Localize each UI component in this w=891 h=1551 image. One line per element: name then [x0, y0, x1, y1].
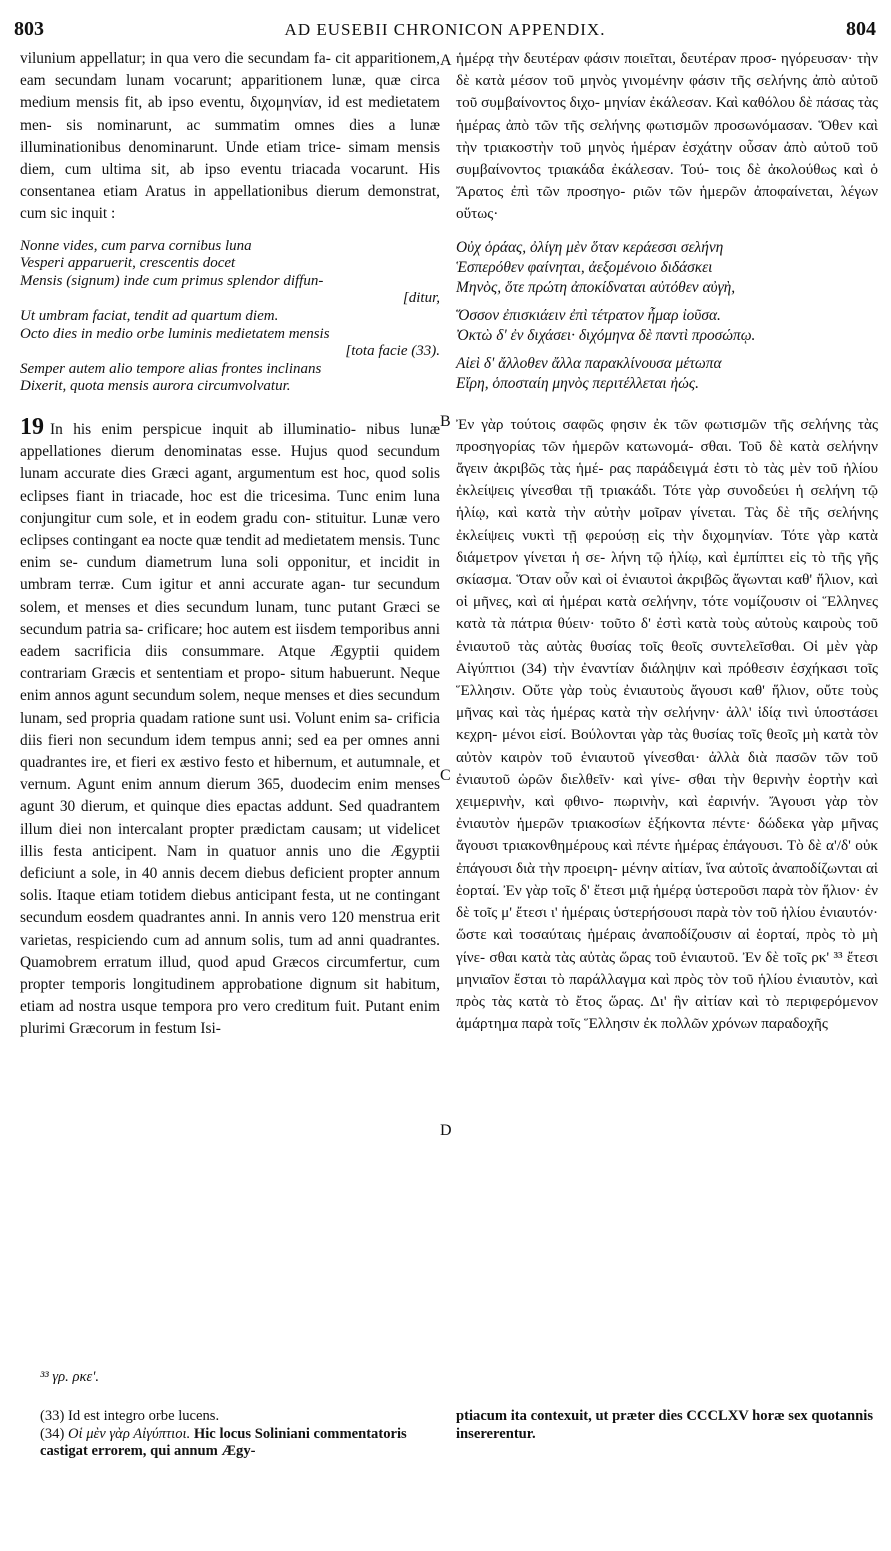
margin-letter-b: B — [440, 413, 451, 430]
greek-poem-line: Ὀκτὼ δ' ἐν διχάσει· διχόμηνα δὲ παντὶ προσώπῳ. — [456, 326, 756, 344]
latin-poem-line: Dixerit, quota mensis aurora circumvolvatur. — [20, 378, 291, 395]
latin-paragraph-1: vilunium appellatur; in qua vero die secundam fa- cit apparitionem, eam secundam lunam vocarunt; apparitionem lunæ, quæ circa medium mensis fit, ab ipso eventu, διχομηνίαν, id est medietatem men- sis nominarunt, ac summatim omnes dies a lunæ illuminationibus denominarunt. Unde etiam trice- simam mensis diem, cum ultima sit, ab ipso eventu triacada vocarunt. His consentanea etiam Aratus in appellationibus dierum demonstrat, cum sic inquit : — [20, 50, 440, 223]
footnotes-left — [40, 1408, 445, 1461]
latin-poem-line: Ut umbram faciat, tendit ad quartum diem. — [20, 308, 279, 324]
footnote-34-greek: Οἱ μὲν γὰρ Αἰγύπτιοι. — [67, 1425, 191, 1442]
greek-column — [456, 48, 878, 1035]
footnote-34 — [40, 1426, 445, 1461]
greek-poem-line: Μηνὸς, ὅτε πρώτη ἀποκίδναται αὐτόθεν αὐγὴ, — [456, 278, 736, 296]
greek-poem — [456, 238, 878, 394]
greek-poem-line: Ἑσπερόθεν φαίνηται, ἀεξομένοιο διδάσκει — [456, 258, 713, 276]
latin-paragraph-2-text: In his enim perspicue inquit ab illuminatio- nibus lunæ appellationes dierum denominatas esse. Hujus quod secundum lunam accurate dies Græci agant, argumentum est hoc, quod solis eclipses fiant in triacade, hoc est die tricesima. Tunc enim luna conjungitur cum sole, et in eodem gradu con- stituitur. Lunæ vero eclipses contingant ea nocte quæ tendit ad medietatem mensis. Tunc enim se- cundum diametrum luna soli opponitur, et incidit in umbram terræ. Cum igitur et anni accurate agan- tur secundum solem, et menses et dies secundum lunam, tunc putant Græci se secundum patria sa- crificare; hoc autem est iisdem temporibus anni eadem sacrificia diis consummare. Atque Ægyptii quidem contrariam Græcis et sententiam et propo- situm habuerunt. Neque enim annos agunt secundum solem, neque menses et dies secundum lunam, sed propria quadam ratione sunt usi. Volunt enim sa- crificia diis fieri non secundum idem tempus anni; sed ea per omnes anni quadrantes ire, et fieri ex æstivo festo et hibernum, et autumnale, et vernum. Agunt enim annum dierum 365, duodecim enim menses agunt 30 dierum, et quinque dies epactas addunt. Sed quadrantem illum diei non intercalant propter prædictam causam; ut videlicet illis festa anticipent. Nam in quatuor annis uno die Ægyptii deficiunt a sole, in 40 annis decem diebus deficient propter annum solis. Itaque etiam totidem diebus anticipant festa, ut ne contingant secundum eosdem quadrantes anni. In annis vero 120 menstrua erit varietas, respiciendo cum ad annum solis, tum ad anni quadrantes. Quamobrem erratum illud, quod apud Græcos circumfertur, cum propter temporis longitudinem approbatione dignum sit habitum, etiam ad nostra usque tempora pro vero creditum fuit. Putant enim plurimi Græcorum in festum Isi- — [20, 420, 440, 1038]
greek-poem-line: Ὅσσον ἐπισκιάειν ἐπὶ τέτρατον ἦμαρ ἰοῦσα. — [456, 306, 721, 324]
page-number-right: 804 — [846, 18, 876, 40]
latin-poem-line: Nonne vides, cum parva cornibus luna — [20, 237, 252, 254]
margin-letter-d: D — [440, 1122, 452, 1139]
latin-poem-line: [ditur, — [402, 290, 440, 307]
footnote-34-lead: (34) — [40, 1425, 65, 1442]
greek-poem-line: Οὐχ ὁράας, ὀλίγη μὲν ὅταν κεράεσσι σελήνη — [456, 238, 724, 256]
page-number-left: 803 — [14, 18, 44, 40]
greek-paragraph-1: ἡμέρᾳ τὴν δευτέραν φάσιν ποιεῖται, δευτέραν προσ- ηγόρευσαν· τὴν δὲ κατὰ μέσον τοῦ μηνὸς γινομένην φάσιν τῆς σελήνης ἀπὸ αὐτοῦ τοῦ συμβαίνοντος διχο- μηνίαν ἐκάλεσαν. Καὶ καθόλου δὲ πάσας τὰς ἡμέρας ἀπὸ τῶν τῆς σελήνης φωτισμῶν προσωνόμασαν. Ὅθεν καὶ τὴν τριακοστὴν τοῦ μηνὸς ἡμέραν ἐσχάτην οὖσαν ἀπὸ αὐτοῦ τοῦ συμβαίνοντος τριακάδα ἐκάλεσαν. Τού- τοις δὲ ἀκολούθως καὶ ὁ Ἄρατος ἐπὶ τῶν προσηγο- ριῶν τῶν ἡμερῶν ἀποφαίνεται, λέγων οὕτως· — [456, 50, 878, 223]
margin-letter-c: C — [440, 767, 451, 784]
footnote-34-text: Hic locus Soliniani commentatoris castigat errorem, qui annum Ægy- — [40, 1425, 407, 1460]
section-number: 19 — [20, 413, 44, 440]
latin-poem-line: [tota facie (33). — [345, 343, 440, 360]
greek-poem-line: Αἰεὶ δ' ἄλλοθεν ἄλλα παρακλίνουσα μέτωπα — [456, 354, 722, 372]
latin-poem — [20, 238, 440, 396]
latin-poem-line: Octo dies in medio orbe luminis medietatem mensis — [20, 325, 330, 342]
margin-letter-a: A — [440, 52, 452, 69]
page-header — [14, 14, 876, 44]
footnote-33: (33) Id est integro orbe lucens. — [40, 1408, 220, 1424]
greek-variant-note: ³³ γρ. ρκε'. — [40, 1369, 99, 1385]
greek-paragraph-2: Ἐν γὰρ τούτοις σαφῶς φησιν ἐκ τῶν φωτισμῶν τῆς σελήνης τὰς προσηγορίας τῶν ἡμερῶν κατωνομά- σθαι. Τοῦ δὲ κατὰ σελήνην ἄγειν ἀκριβῶς τὰς ἡμέ- ρας παράδειγμά ἐστι τὸ τὰς μὲν τοῦ ἡλίου ἐκλείψεις γίνεσθαι τῇ τριακάδι. Τότε γὰρ συνοδεύει ἡ σελήνη τῷ ἡλίῳ, καὶ κατὰ τὴν αὐτὴν μοῖραν γίνεται. Τὰς δὲ τῆς σελήνης ἐκλείψεις νυκτὶ τῇ φερούσῃ εἰς τὴν διχομηνίαν. Τότε γὰρ κατὰ διάμετρον γίνεται ἡ σε- λήνη τῷ ἡλίῳ, καὶ ἐμπίπτει εἰς τὸ τῆς γῆς σκίασμα. Ὅταν οὖν καὶ οἱ ἐνιαυτοὶ ἀκριβῶς ἄγωνται καθ' ἥλιον, καὶ οἱ μῆνες, καὶ αἱ ἡμέραι κατὰ σελήνην, τότε νομίζουσιν οἱ Ἕλληνες κατὰ τὰ πάτρια θύειν· τοῦτο δ' ἐστὶ κατὰ τοὺς αὐτοὺς καιροὺς τοῦ ἐνιαυτοῦ τὰς αὐτὰς θυσίας τοῖς θεοῖς συντελεῖσθαι. Οἱ μὲν γὰρ Αἰγύπτιοι (34) τὴν ἐναντίαν διάληψιν καὶ πρόθεσιν ἐσχήκασι τοῖς Ἕλλησιν. Οὔτε γὰρ τοὺς ἐνιαυτοὺς ἄγουσι καθ' ἥλιον, οὔτε τοὺς μῆνας καὶ τὰς ἡμέρας κατὰ τὴν σελήνην· ἀλλ' ἰδίᾳ τινὶ ὑποστάσει κεχρη- μένοι εἰσί. Βούλονται γὰρ τὰς θυσίας τοῖς θεοῖς μὴ κατὰ τὸν αὐτὸν καιρὸν τοῦ ἐνιαυτοῦ γίνεσθαι· ἀλλὰ διὰ πασῶν τῶν τοῦ ἐνιαυτοῦ ὡρῶν διελθεῖν· καὶ γίνε- σθαι τὴν θερινὴν ἑορτὴν καὶ χειμερινὴν, καὶ φθινο- πωρινὴν, καὶ ἐαρινήν. Ἄγουσι γὰρ τὸν ἐνιαυτὸν ἡμερῶν τριακοσίων ἑξήκοντα πέντε· δώδεκα γὰρ μῆνας ἄγουσι τριακονθημέρους καὶ πέντε ἡμέρας ἐπάγουσι. Τὸ δὲ α'/δ' οὐκ ἐπάγουσι διὰ τὴν προειρη- μένην αἰτίαν, ἵνα αὐτοῖς ἀναποδίζωνται αἱ ἑορταί. Ἐν γὰρ τοῖς δ' ἔτεσι μιᾷ ἡμέρᾳ ὑστεροῦσι παρὰ τὸν ἥλιον· ἐν δὲ τοῖς μ' ἔτεσι ι' ἡμέραις ὑστερήσουσι παρὰ τὸν τοῦ ἡλίου ἐνιαυτόν· ὥστε καὶ τοσαύταις ἡμέραις ἀναποδίζουσιν αἱ ἑορταί, πρὸς τὸ μὴ γίνε- σθαι κατὰ τὰς αὐτὰς ὥρας τοῦ ἐνιαυτοῦ. Ἐν δὲ τοῖς ρκ' ³³ ἔτεσι μηνιαῖον ἔσται τὸ παράλλαγμα καὶ πρὸς τὸν τοῦ ἡλίου ἐνιαυτὸν, καὶ πρὸς τὰς κατὰ τὸ ἔτος ὥρας. Δι' ἣν αἰτίαν καὶ τὸ περιφερόμενον ἁμάρτημα παρὰ τοῖς Ἕλλησιν ἐκ πολλῶν χρόνων παραδοχῆς — [456, 415, 878, 1033]
latin-poem-line: Vesperi apparuerit, crescentis docet — [20, 255, 236, 272]
latin-poem-line: Mensis (signum) inde cum primus splendor diffun- — [20, 272, 324, 289]
greek-poem-line: Εἴρη, ὁποσταίη μηνὸς περιτέλλεται ἠώς. — [456, 374, 699, 392]
footnote-continuation: ptiacum ita contexuit, ut præter dies CCCLXV horæ sex quotannis insererentur. — [456, 1408, 874, 1442]
latin-paragraph-2 — [20, 413, 440, 1041]
running-title: AD EUSEBII CHRONICON APPENDIX. — [284, 20, 606, 39]
latin-poem-line: Semper autem alio tempore alias frontes inclinans — [20, 360, 322, 377]
latin-column — [20, 48, 440, 1041]
